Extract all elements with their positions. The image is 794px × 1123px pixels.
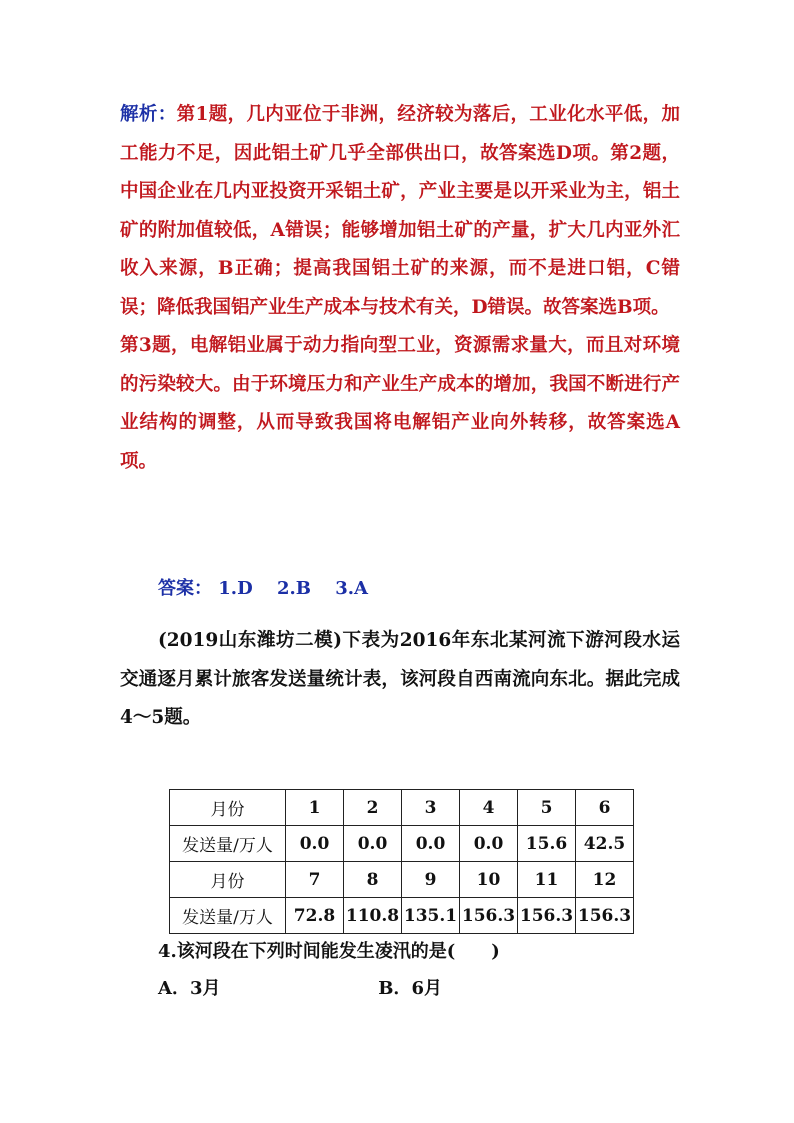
table-cell: 156.3	[518, 898, 576, 934]
option-a: A．3月	[158, 978, 221, 999]
table-cell: 8	[344, 862, 402, 898]
question-4: 4.该河段在下列时间能发生凌汛的是( )	[158, 941, 500, 962]
option-b: B．6月	[378, 978, 443, 999]
table-cell: 15.6	[518, 826, 576, 862]
table-cell: 72.8	[286, 898, 344, 934]
analysis-paragraph-2	[120, 327, 680, 481]
table-cell: 7	[286, 862, 344, 898]
table-cell: 5	[518, 790, 576, 826]
table-row	[170, 898, 634, 934]
analysis-section	[120, 96, 680, 481]
table-cell: 156.3	[576, 898, 634, 934]
value-header-cell: 发送量/万人	[170, 826, 286, 862]
table-cell: 0.0	[402, 826, 460, 862]
table-cell: 4	[460, 790, 518, 826]
table-cell: 0.0	[344, 826, 402, 862]
table-cell: 2	[344, 790, 402, 826]
table-cell: 10	[460, 862, 518, 898]
analysis-label: 解析	[120, 104, 158, 125]
month-header-cell: 月份	[170, 790, 286, 826]
table-cell: 0.0	[460, 826, 518, 862]
question-text: (2019山东潍坊二模)下表为2016年东北某河流下游河段水运交通逐月累计旅客发送量统计表，该河段自西南流向东北。据此完成4～5题。	[120, 630, 680, 728]
analysis-colon: ：	[157, 104, 177, 125]
table-cell: 110.8	[344, 898, 402, 934]
month-header-cell: 月份	[170, 862, 286, 898]
table-row	[170, 790, 634, 826]
answer-item-1: 1.D	[218, 578, 253, 599]
table-cell: 135.1	[402, 898, 460, 934]
passenger-volume-table	[169, 789, 634, 934]
answer-line	[158, 574, 386, 604]
table-cell: 11	[518, 862, 576, 898]
analysis-text-1: 第1题，几内亚位于非洲，经济较为落后，工业化水平低，加工能力不足，因此铝土矿几乎全部供出口，故答案选D项。第2题，中国企业在几内亚投资开采铝土矿，产业主要是以开采业为主，铝土矿的附加值较低，A错误；能够增加铝土矿的产量，扩大几内亚外汇收入来源，B正确；提高我国铝土矿的来源，而不是进口铝，C错误；降低我国铝产业生产成本与技术有关，D错误。故答案选B项。	[120, 104, 680, 318]
analysis-text-2: 第3题，电解铝业属于动力指向型工业，资源需求量大，而且对环境的污染较大。由于环境压力和产业生产成本的增加，我国不断进行产业结构的调整，从而导致我国将电解铝产业向外转移，故答案选A项。	[120, 335, 680, 472]
question-4-options	[158, 975, 658, 1003]
question-stem	[120, 622, 680, 738]
table-cell: 0.0	[286, 826, 344, 862]
table-cell: 156.3	[460, 898, 518, 934]
table-cell: 12	[576, 862, 634, 898]
table-cell: 3	[402, 790, 460, 826]
value-header-cell: 发送量/万人	[170, 898, 286, 934]
table-cell: 1	[286, 790, 344, 826]
table-row	[170, 862, 634, 898]
table-row	[170, 826, 634, 862]
analysis-paragraph-1	[120, 96, 680, 327]
table-cell: 9	[402, 862, 460, 898]
table-cell: 42.5	[576, 826, 634, 862]
answer-item-3: 3.A	[335, 578, 369, 599]
answer-label: 答案：	[158, 578, 212, 599]
table-cell: 6	[576, 790, 634, 826]
answer-item-2: 2.B	[276, 578, 311, 599]
